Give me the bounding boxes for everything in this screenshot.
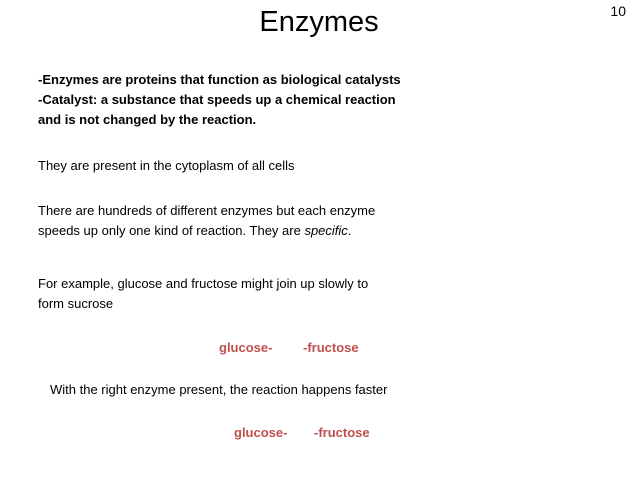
specific-term: specific [304,223,348,238]
slide-title: Enzymes [259,6,379,38]
reaction-1-fructose: -fructose [303,340,359,355]
definition-block [38,70,458,130]
definition-line-3: and is not changed by the reaction. [38,112,257,127]
enzyme-text: With the right enzyme present, the reaction happens faster [50,382,388,397]
reaction-2-glucose: glucose- [234,425,288,440]
example-line-1: For example, glucose and fructose might join up slowly to [38,276,369,291]
cytoplasm-text: They are present in the cytoplasm of all cells [38,158,295,173]
page-number: 10 [610,3,626,19]
example-block [38,274,458,314]
specificity-line-2-prefix: speeds up only one kind of reaction. They are [38,223,305,238]
definition-line-1: -Enzymes are proteins that function as biological catalysts [38,72,401,87]
specificity-line-2-suffix: . [347,223,352,238]
reaction-2-fructose: -fructose [314,425,370,440]
definition-line-2: -Catalyst: a substance that speeds up a chemical reaction [38,92,396,107]
specificity-line-2 [38,221,458,241]
reaction-1-glucose: glucose- [219,340,273,355]
example-line-2: form sucrose [38,296,114,311]
specificity-block [38,201,458,241]
specificity-line-1: There are hundreds of different enzymes but each enzyme [38,203,376,218]
